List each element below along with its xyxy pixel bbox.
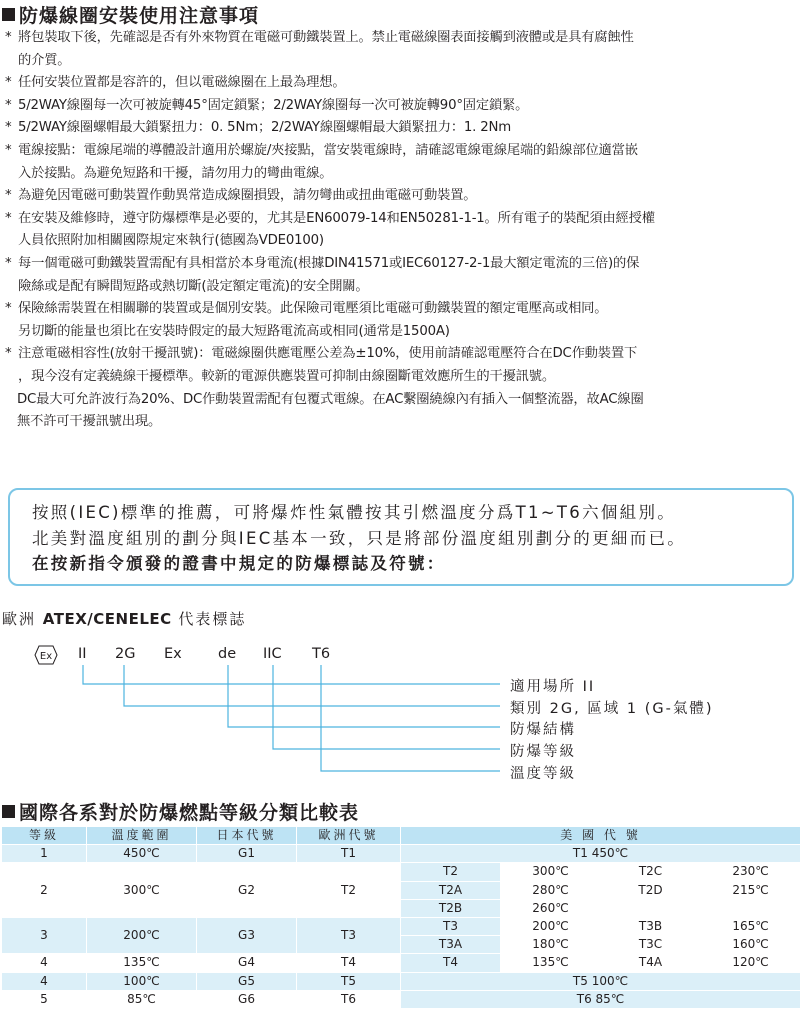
atex-title: 歐洲 ATEX/CENELEC 代表標誌 — [2, 610, 247, 628]
asterisk-bullet-icon: * — [5, 301, 12, 317]
table-cell: 160℃ — [701, 936, 800, 954]
table-cell: 100℃ — [87, 972, 197, 990]
legend-item: 防爆等級 — [510, 744, 576, 760]
table-cell: 3 — [2, 917, 87, 953]
table-cell — [701, 899, 800, 917]
table-cell: 135℃ — [501, 954, 601, 972]
table-cell: T1 — [297, 845, 401, 863]
legend-item: 防爆結構 — [510, 722, 576, 738]
table-cell: T3 — [297, 917, 401, 953]
legend-item: 適用場所 II — [510, 679, 596, 695]
code-temp-class: T6 — [312, 646, 331, 662]
table-cell: 300℃ — [87, 863, 197, 918]
section-title-notes: 防爆線圈安裝使用注意事項 — [2, 1, 259, 28]
note-line: 人員依照附加相關國際規定來執行(德國為VDE0100) — [18, 233, 324, 249]
table-row — [2, 917, 800, 935]
table-cell: 230℃ — [701, 863, 800, 881]
table-cell: G1 — [197, 845, 297, 863]
table-cell: T2 — [401, 863, 501, 881]
table-cell: T3A — [401, 936, 501, 954]
code-category: 2G — [115, 646, 136, 662]
table-cell: T5 100℃ — [401, 972, 800, 990]
legend-item: 溫度等級 — [510, 766, 576, 782]
table-cell: 4 — [2, 972, 87, 990]
table-cell: T6 — [297, 990, 401, 1008]
table-cell: 5 — [2, 990, 87, 1008]
asterisk-bullet-icon: * — [5, 120, 12, 136]
table-cell: T2A — [401, 881, 501, 899]
table-cell: 280℃ — [501, 881, 601, 899]
table-row — [2, 845, 800, 863]
asterisk-bullet-icon: * — [5, 97, 12, 113]
note-line: 注意電磁相容性(放射干擾訊號)：電磁線圈供應電壓公差為±10%，使用前請確認電壓符合在DC作動裝置下 — [18, 346, 638, 362]
header-cell: 日本代號 — [197, 827, 297, 845]
table-cell: 165℃ — [701, 917, 800, 935]
table-cell: T2D — [601, 881, 701, 899]
info-line: 在按新指令頒發的證書中規定的防爆標誌及符號： — [32, 554, 446, 573]
table-cell: T2C — [601, 863, 701, 881]
section-title-table: 國際各系對於防爆燃點等級分類比較表 — [2, 798, 359, 825]
info-line: 按照(IEC)標準的推薦，可將爆炸性氣體按其引燃溫度分爲T1~T6六個組別。 — [32, 503, 677, 522]
code-protection: de — [218, 646, 237, 662]
legend-item: 類別 2G, 區域 1 (G-氣體) — [510, 701, 714, 717]
table-cell: G5 — [197, 972, 297, 990]
table-cell: G2 — [197, 863, 297, 918]
table-header-row — [2, 827, 800, 845]
table-cell: 1 — [2, 845, 87, 863]
table-row — [2, 954, 800, 972]
header-cell: 歐洲代號 — [297, 827, 401, 845]
code-group: II — [78, 646, 87, 662]
header-cell: 溫度範圍 — [87, 827, 197, 845]
table-cell: T3 — [401, 917, 501, 935]
comparison-table — [1, 826, 800, 1009]
asterisk-bullet-icon: * — [5, 210, 12, 226]
table-cell: 120℃ — [701, 954, 800, 972]
note-line: 每一個電磁可動鐵裝置需配有具相當於本身電流(根據DIN41571或IEC60127-2-1最大額定電流的三倍)的保 — [18, 255, 640, 271]
note-line: 為避免因電磁可動裝置作動異常造成線圈損毀，請勿彎曲或扭曲電磁可動裝置。 — [18, 188, 477, 204]
table-row — [2, 972, 800, 990]
code-ex: Ex — [164, 646, 182, 662]
table-cell: T1 450℃ — [401, 845, 800, 863]
note-line: 任何安裝位置都是容許的，但以電磁線圈在上最為理想。 — [18, 75, 346, 91]
note-line: 5/2WAY線圈每一次可被旋轉45°固定鎖緊；2/2WAY線圈每一次可被旋轉90°固定鎖緊。 — [18, 97, 529, 113]
table-cell: 2 — [2, 863, 87, 918]
note-line: 入於接點。為避免短路和干擾，請勿用力的彎曲電線。 — [18, 165, 333, 181]
asterisk-bullet-icon: * — [5, 142, 12, 158]
note-line: ，現今沒有定義繞線干擾標準。較新的電源供應裝置可抑制由線圈斷電效應所生的干擾訊號。 — [18, 368, 555, 384]
table-cell: 260℃ — [501, 899, 601, 917]
svg-text:Ex: Ex — [39, 651, 53, 662]
table-cell: 85℃ — [87, 990, 197, 1008]
asterisk-bullet-icon: * — [5, 255, 12, 271]
square-bullet-icon — [2, 805, 15, 818]
note-line: 另切斷的能量也須比在安裝時假定的最大短路電流高或相同(通常是1500A) — [18, 323, 450, 339]
note-line: 電線接點：電線尾端的導體設計適用於螺旋/夾接點，當安裝電線時，請確認電線電線尾端的鉛線部位適當嵌 — [18, 142, 638, 158]
table-cell: 200℃ — [501, 917, 601, 935]
header-cell: 美 國 代 號 — [401, 827, 800, 845]
table-cell: T3B — [601, 917, 701, 935]
note-line: 將包裝取下後，先確認是否有外來物質在電磁可動鐵裝置上。禁止電磁線圈表面接觸到液體或是具有腐蝕性 — [18, 30, 634, 45]
table-cell: T5 — [297, 972, 401, 990]
table-cell: T2B — [401, 899, 501, 917]
table-cell: T6 85℃ — [401, 990, 800, 1008]
note-line: 險絲或是配有瞬間短路或熱切斷(設定額定電流)的安全開關。 — [18, 278, 369, 294]
asterisk-bullet-icon: * — [5, 346, 12, 362]
table-cell: T2 — [297, 863, 401, 918]
table-cell: 4 — [2, 954, 87, 972]
table-cell: 135℃ — [87, 954, 197, 972]
table-cell: 300℃ — [501, 863, 601, 881]
table-row — [2, 990, 800, 1008]
note-line: 無不許可干擾訊號出現。 — [17, 414, 162, 430]
note-line: DC最大可允許波行為20%、DC作動裝置需配有包覆式電線。在AC繫圈繞線內有插入一個整流器，故AC線圈 — [17, 391, 644, 407]
note-line: 保險絲需裝置在相關聯的裝置或是個別安裝。此保險司電壓須比電磁可動鐵裝置的額定電壓高或相同。 — [18, 301, 608, 317]
header-cell: 等級 — [2, 827, 87, 845]
table-cell: 200℃ — [87, 917, 197, 953]
table-cell: T4 — [297, 954, 401, 972]
table-cell: G4 — [197, 954, 297, 972]
table-cell: 180℃ — [501, 936, 601, 954]
note-line: 5/2WAY線圈螺帽最大鎖緊扭力：0. 5Nm；2/2WAY線圈螺帽最大鎖緊扭力：1. 2Nm — [18, 120, 511, 136]
code-gas-group: IIC — [263, 646, 282, 662]
table-cell: T4 — [401, 954, 501, 972]
asterisk-bullet-icon: * — [5, 75, 12, 91]
asterisk-bullet-icon: * — [5, 30, 12, 45]
table-cell: G3 — [197, 917, 297, 953]
asterisk-bullet-icon: * — [5, 188, 12, 204]
table-row — [2, 863, 800, 881]
table-cell: T4A — [601, 954, 701, 972]
table-cell: 215℃ — [701, 881, 800, 899]
note-line: 的介質。 — [18, 52, 71, 68]
table-cell: G6 — [197, 990, 297, 1008]
table-cell — [601, 899, 701, 917]
info-line: 北美對溫度組別的劃分與IEC基本一致，只是將部份溫度組別劃分的更細而已。 — [32, 528, 687, 548]
table-cell: T3C — [601, 936, 701, 954]
note-line: 在安裝及維修時，遵守防爆標準是必要的，尤其是EN60079-14和EN50281-1-1。所有電子的裝配須由經授權 — [18, 210, 655, 226]
table-cell: 450℃ — [87, 845, 197, 863]
